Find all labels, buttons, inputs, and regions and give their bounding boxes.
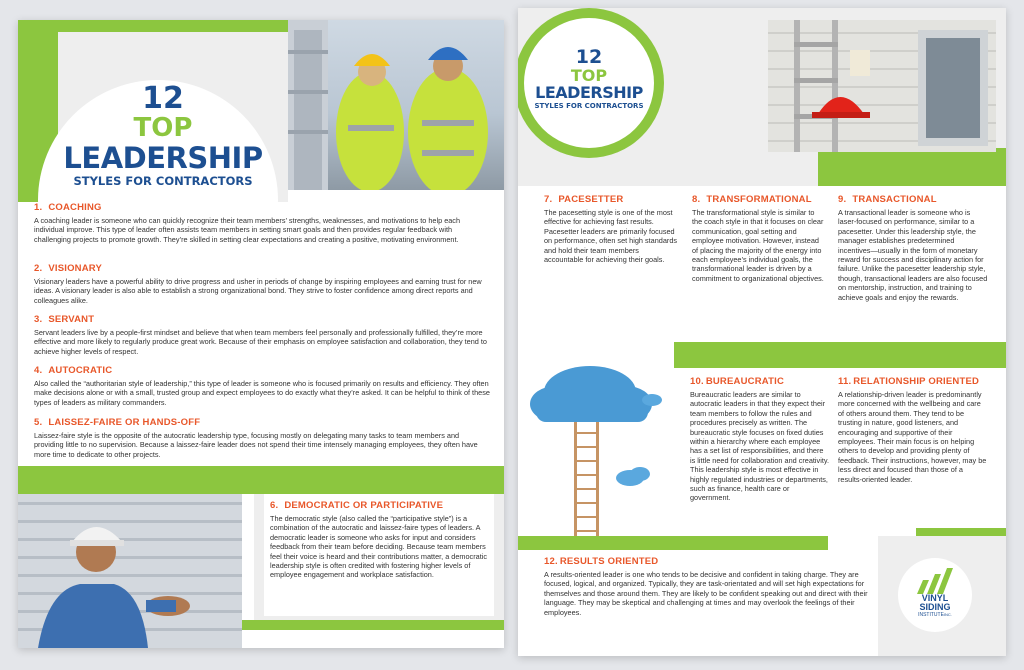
right-title-number: 12 [575,46,603,68]
vsi-logo [898,558,972,618]
section-2-heading: 2. VISIONARY [34,263,103,274]
logo-line-3: INSTITUTEINC. [918,612,952,618]
section-4-heading: 4. AUTOCRATIC [34,365,113,376]
section-7-body: The pacesetting style is one of the most effective for achieving fast results. Pacesetter leaders are primarily focused on performance, often set high standards and hold their team members accountable for achieving their goals. [544,208,678,265]
section-8-heading: 8. TRANSFORMATIONAL [692,194,812,205]
section-6-heading: 6. DEMOCRATIC OR PARTICIPATIVE [270,500,444,511]
section-10-heading: 10. BUREAUCRATIC [690,376,785,387]
title-top: TOP [133,113,193,143]
section-4-body: Also called the “authoritarian style of leadership,” this type of leader is someone who is focused primarily on results and efficiency. They often make decisions alone or with a small, trusted group and expect employees to do exactly what they’re asked. It can be helpful to think of these types of leaders as military commanders. [34,379,490,407]
vsi-logo-mark-icon [915,566,955,594]
section-12-heading: 12. RESULTS ORIENTED [544,556,659,567]
logo-green-strip [916,528,1006,536]
right-title-leadership: LEADERSHIP [535,83,643,102]
bottom-green-band-right [518,536,828,550]
section-1-heading: 1. COACHING [34,202,102,213]
section-2-body: Visionary leaders have a powerful ability to drive progress and usher in periods of change by inspiring employees and earning trust for new ideas. A visionary leader is also able to establish a strong organizational bond. They strive to foster confidence among direct reports and colleagues alike. [34,277,482,305]
right-title-block [524,48,654,111]
title-block [38,81,288,188]
section-9-body: A transactional leader is someone who is laser-focused on performance, similar to a pacesetter. Under this leadership style, the manager establishes predetermined incentives—usually in the form of monetary reward for success and disciplinary action for failure. Unlike the pacesetter leadership style, though, transactional leaders are also focused on mentorship, instruction, and training to achieve goals and enjoy the rewards. [838,208,988,302]
worker-siding-photo [18,494,242,648]
section-3-heading: 3. SERVANT [34,314,95,325]
workers-photo [288,20,504,190]
section-11-body: A relationship-driven leader is predominantly more concerned with the wellbeing and care of others around them. They tend to be trusting in nature, good listeners, and encouraging and supportive of their employees. Their main focus is on helping others to develop and providing plenty of feedback. Their instructions, however, may be less direct and focused than those of a results-oriented leader. [838,390,987,484]
right-page [518,8,1006,656]
header-green-band [818,148,1006,186]
section-6-body: The democratic style (also called the “participative style”) is a combination of the autocratic and laissez-faire types of leaders. A democratic leader is someone who asks for input and considers feedback from their team before deciding. Because team members feel their voice is heard and their contributions matter, a democratic leadership style is often credited with fostering higher levels of employee engagement and workplace satisfaction. [270,514,487,580]
section-10-body: Bureaucratic leaders are similar to autocratic leaders in that they expect their team members to follow the rules and procedures precisely as written. The bureaucratic style focuses on fixed duties within a hierarchy where each employee has a set list of responsibilities, and there is little need for collaboration and creativity. This leadership style is most effective in highly regulated industries or departments, such as finance, health care or government. [690,390,829,503]
logo-line-2: SIDING [919,602,951,612]
section-7-heading: 7. PACESETTER [544,194,624,205]
right-title-subtitle: STYLES FOR CONTRACTORS [534,102,644,110]
section-5-body: Laissez-faire style is the opposite of the autocratic leadership type, focusing mostly on delegating many tasks to team members and providing little to no supervision. Because a laissez-faire leader does not spend their time intensely managing employees, they often have more time to dedicate to other projects. [34,431,478,459]
section-1-body: A coaching leader is someone who can quickly recognize their team members’ strengths, weaknesses, and motivations to help each individual improve. This type of leader often assists team members in setting smart goals and then provides regular feedback with challenging projects to promote growth. They’re skilled in setting clear expectations and creating a positive, motivating environment. [34,216,461,244]
section-5-heading: 5. LAISSEZ-FAIRE OR HANDS-OFF [34,417,201,428]
cloud-ladder-illustration [518,348,678,538]
section-11-heading: 11. RELATIONSHIP ORIENTED [838,376,980,387]
section-12-body: A results-oriented leader is one who tends to be decisive and confident in taking charge. They are focused, logical, and organized. Typically, they are task-orientated and will set high expectations for themselves and those around them. They are likely to be confident speaking out and direct with their language. They may be skeptical and challenging at times and may overlook the feelings of their employees. [544,570,868,617]
title-subtitle: STYLES FOR CONTRACTORS [73,174,253,188]
ladder-photo [768,20,996,152]
bottom-green-band [18,466,504,494]
right-title-top: TOP [570,66,608,85]
section-8-body: The transformational style is similar to the coach style in that it focuses on clear communication, goal setting and employee motivation. However, instead of placing the majority of the energy into each employee’s individual goals, the transformational leader is driven by a commitment to organizational objectives. [692,208,824,283]
section-9-heading: 9. TRANSACTIONAL [838,194,937,205]
title-number: 12 [142,81,184,116]
section-3-body: Servant leaders live by a people-first mindset and believe that when team members feel personally and professionally fulfilled, they’re more effective and more likely to regularly produce great work. Because of their emphasis on employee satisfaction and collaboration, they tend to achieve higher levels of respect. [34,328,487,356]
bottom-green-strip [242,620,504,630]
mid-green-band [674,342,1006,368]
left-page [18,20,504,648]
logo-line-1: VINYL [921,593,949,603]
title-leadership: LEADERSHIP [63,141,263,175]
